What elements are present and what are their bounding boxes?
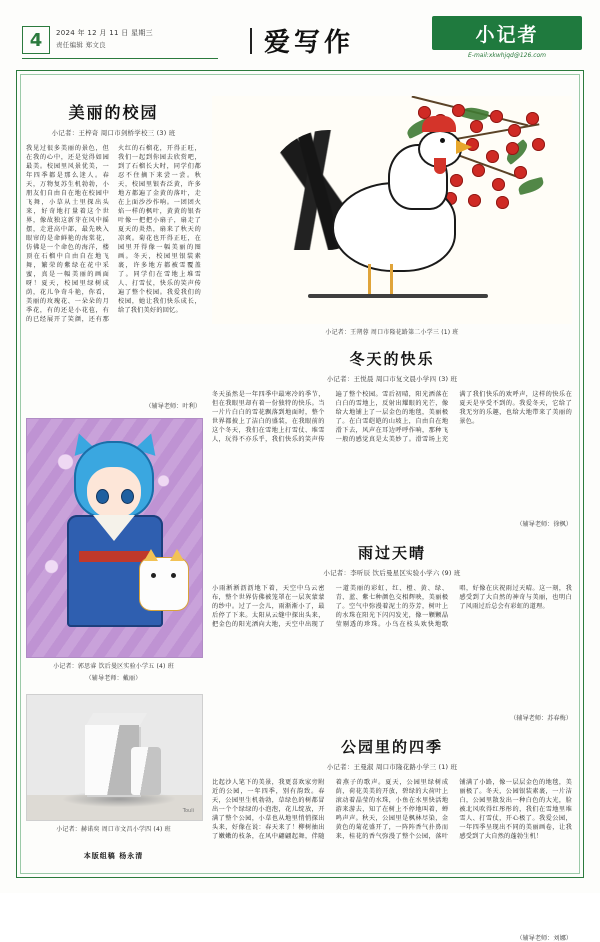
anime-girl-figure — [26, 418, 201, 682]
article-after-rain — [212, 542, 572, 722]
article-signature: （辅导老师：徐枫） — [516, 521, 572, 528]
still-life-figure — [26, 694, 201, 833]
masthead-rule — [22, 58, 218, 59]
berry — [470, 120, 483, 133]
berry — [452, 104, 465, 117]
article-byline: 小记者：王曼淑 周口市隆花路小学三 (1) 班 — [326, 763, 458, 771]
masthead — [0, 0, 600, 62]
berry — [526, 112, 539, 125]
eye-left — [96, 489, 109, 504]
companion-ear-left-icon — [144, 549, 158, 561]
berry — [472, 164, 485, 177]
article-title: 冬天的快乐 — [349, 350, 435, 368]
article-title: 美丽的校园 — [68, 103, 159, 122]
berry — [496, 196, 509, 209]
berry — [514, 166, 527, 179]
article-body: 冬天虽然是一年四季中最寒冷的季节，但在我眼里却有着一份独特的快乐。当一片片白白的雪花飘落到地面时，整个世界都披上了洁白的盛装，在我眼前的这个冬天，我们在雪地上打雪仗、堆雪人，玩得不亦乐乎，我们快乐的笑声传遍了整个校园。雪后初晴，阳光洒落在白白的雪地上，反射出耀眼的光芒，像给大地铺上了一层金色的地毯，美丽极了。在白雪皑皑的山坡上，自由自在地滑下去，风声在耳边呼呼作响，那种飞一般的感觉真是太美妙了。滑雪场上充满了我们快乐的欢呼声，这样的快乐在夏天是享受不到的。我爱冬天，它给了我无穷的乐趣，也给大地带来了美丽的景色。 — [212, 391, 572, 443]
rooster-eye — [440, 138, 445, 143]
article-four-seasons-park — [212, 736, 572, 942]
image-caption: 小记者：郭思睿 饮后曼区实验小学五 (4) 班 — [53, 663, 174, 670]
rooster-legs — [362, 264, 406, 304]
column-editor-footer: 本版组稿 杨永清 — [83, 852, 144, 860]
companion-eye-right — [171, 573, 176, 578]
cat-companion — [139, 557, 189, 611]
image-credit: （辅导老师：戴丽） — [85, 675, 142, 682]
rooster-beak — [456, 140, 472, 154]
berry — [532, 138, 545, 151]
article-byline: 小记者：李听辰 饮后曼星区实验小学六 (9) 班 — [323, 569, 461, 577]
eye-right — [121, 489, 134, 504]
article-title: 雨过天晴 — [357, 544, 426, 562]
rooster-painting — [212, 96, 572, 324]
article-signature: （辅导老师：苏春梅） — [510, 715, 572, 722]
kimono-sash — [79, 551, 151, 562]
image-caption: 小记者：赫诺奕 周口市文昌小学四 (4) 班 — [56, 826, 171, 833]
article-body: 比起沙人笔下的美景，我更喜欢家旁附近的公园，一年四季，别有韵致。春天，公园里生机勃勃，草绿色的树都冒出一个个绿绿的小泡泡，花儿绽放，开满了整个公园，小草也从地里悄悄探出头来，好像在说：春天来了！柳树抽出了嫩嫩的枝条，在风中翩翩起舞，伴随着燕子的歌声。夏天，公园里绿树成荫，荷花美美的开放，碧绿的大荷叶上滚动着晶莹的水珠，小鱼在水里快活地游来游去，知了在树上不停地叫着，蝉鸣声声。秋天，公园里是枫林尽染，金黄色的菊花盛开了，一阵阵香气扑鼻而来，桂花的香气弥漫了整个公园，落叶铺满了小路，像一层层金色的地毯，美丽极了。冬天，公园银装素裹，一片洁白，公园里散发出一种白色的大光，脸被北风吹得红彤彤的，我们在雪地里堆雪人、打雪仗，开心极了。我爱公园，一年四季呈现出不同的美丽画卷，让我感受到了大自然的蓬勃生机！ — [212, 779, 572, 840]
contact-email: E-mail:xkwhjqd@126.com — [467, 52, 547, 59]
companion-eye-left — [151, 573, 156, 578]
article-body: 我见过很多美丽的景色，但在我的心中，还是觉得如园最美。校园里风景优美，一年四季都是那么迷人。春天，万物复苏生机勃勃，小朋友们自由自在地在校园中飞舞，小草从土里探出头来，好奇地打量着这个世界，像故独这新芽在风中摇摆，走进高中部，最先映入眼帘的是命鲜艳的海棠花，仿佛是一个命色的海洋，楼顶在石榴中自由自在地飞舞，繁荣的紫绿在花中采蜜，真是一幅美丽的画面呀！夏天，校园里绿树成荫，花儿争奇斗艳，你看，美丽的玫瑰花、一朵朵的月季花，有的还是小花苞，有的已经展开了笑颜，还有那火红的石榴花，开得正旺，我们一起到你园去欣赏吧，到了石榴长大时，同学们都忍不住摘下来尝一尝。秋天，校园里银杏泛黄，许多地方都遍了金黄的落叶，走在上面沙沙作响。一团团火焰一样的枫叶，黄黄的银杏叶像一把把小扇子，扇走了夏天的炎热，扇来了秋天的凉爽。菊花也开得正旺，在园里开得像一幅美丽的图画。冬天，校园里银装素裹，许多地方都被雪覆盖了。同学们在雪地上堆雪人、打雪仗，快乐的笑声传遍了整个校园。我爱我们的校园，她让我们快乐成长，给了我们美好的回忆。 — [26, 145, 201, 323]
section-title: 爱写作 — [264, 28, 355, 58]
berry — [506, 142, 519, 155]
image-caption: 小记者：王朔蓉 周口市隆花路第二小学三 (1) 班 — [325, 329, 459, 336]
rooster-comb — [422, 116, 456, 132]
page-number: 4 — [22, 26, 50, 54]
article-signature: （辅导老师：叶利） — [145, 403, 201, 410]
leaf — [517, 177, 545, 195]
companion-ear-right-icon — [170, 549, 184, 561]
artwork-signature: Touli — [182, 808, 194, 814]
ground-line — [308, 294, 488, 298]
section-title-wrap — [250, 22, 354, 59]
berry — [490, 110, 503, 123]
berry — [492, 178, 505, 191]
article-byline: 小记者：王悦晨 周口市复文晨小学四 (3) 班 — [326, 375, 458, 383]
rooster-wattle — [434, 158, 446, 174]
publication-logo — [432, 16, 582, 50]
logo-text: 小记者 — [475, 23, 539, 46]
berry — [508, 124, 521, 137]
section-title-bar — [250, 28, 252, 54]
berry — [486, 150, 499, 163]
berry — [468, 194, 481, 207]
article-beautiful-campus — [26, 100, 201, 410]
article-title: 公园里的四季 — [340, 738, 443, 756]
pencil-still-life — [26, 694, 203, 821]
cylinder-shape — [131, 747, 161, 795]
editor-credit: 责任编辑 郑文良 — [56, 41, 106, 49]
article-winter-joy — [212, 348, 572, 528]
right-column — [212, 96, 572, 942]
article-signature: （辅导老师：刘娜） — [516, 935, 572, 942]
anime-girl-drawing — [26, 418, 203, 658]
article-body: 小雨淅淅沥沥地下着，天空中乌云密布，整个世界仿佛被笼罩在一层灰蒙蒙的纱中。过了一会儿，雨渐渐小了，最后停了下来。太阳从云缝中探出头来，把金色的阳光洒向大地，天空中出现了一道美丽的彩虹，红、橙、黄、绿、青、蓝、紫七种颜色交相辉映，美丽极了。空气中弥漫着泥土的芬芳，树叶上的水珠在阳光下闪闪发光，像一颗颗晶莹剔透的珍珠。小鸟在枝头欢快地歌唱，好像在庆祝雨过天晴。这一刻，我感受到了大自然的神奇与美丽，也明白了风雨过后总会有彩虹的道理。 — [212, 585, 572, 628]
berry — [450, 174, 463, 187]
article-byline: 小记者：王梓奇 周口市剑桥学校三 (3) 班 — [51, 129, 176, 137]
publication-date: 2024 年 12 月 11 日 星期三 — [56, 29, 153, 37]
